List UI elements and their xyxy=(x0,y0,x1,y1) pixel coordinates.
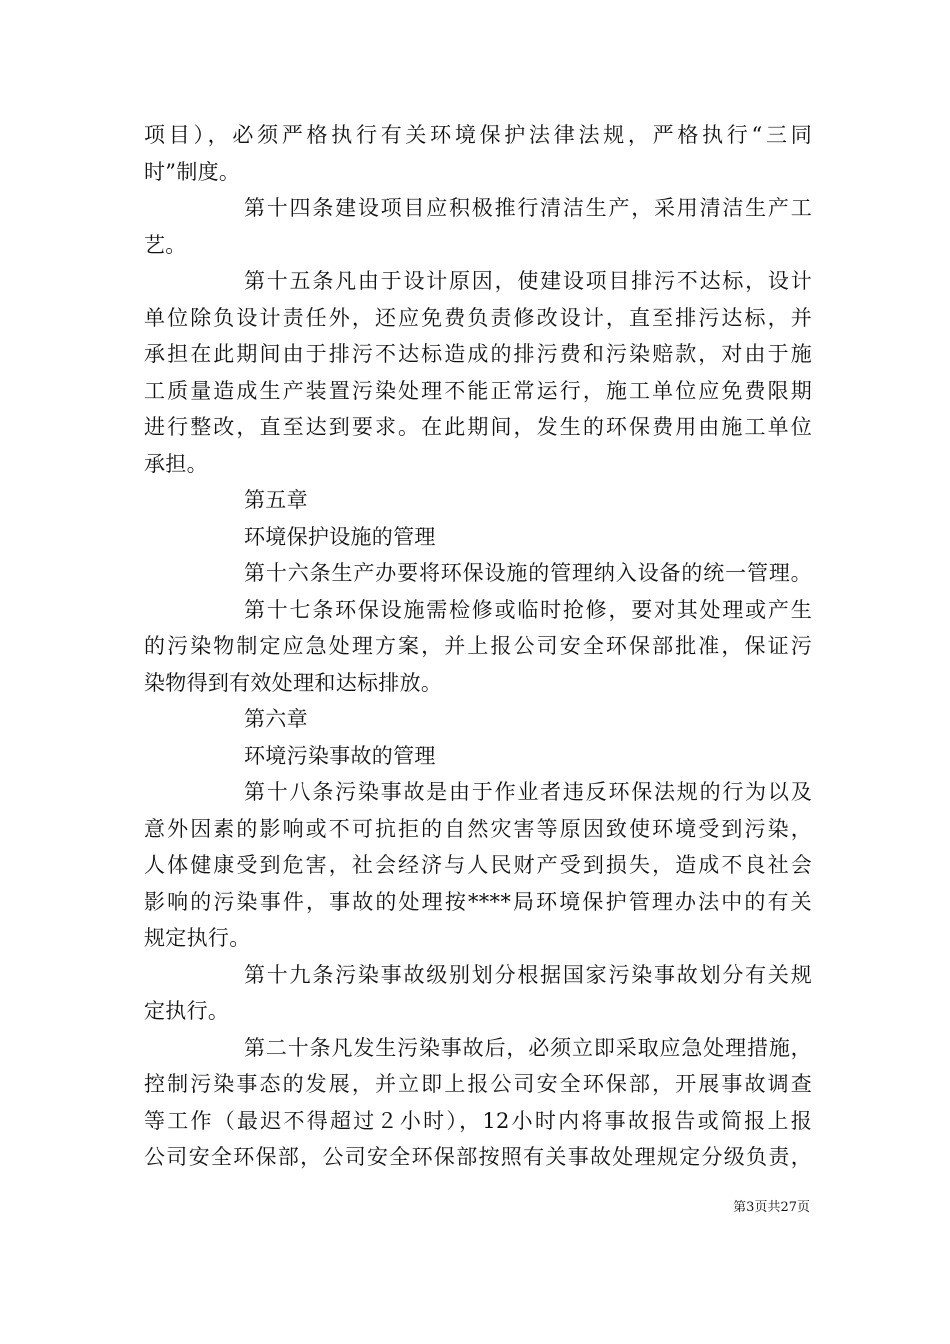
article-18-line: 第十八条污染事故是由于作业者违反环保法规的行为以及 xyxy=(244,780,812,804)
text-line: 艺。 xyxy=(144,232,187,257)
text-line: 等工作（最迟不得超过２小时），12小时内将事故报告或简报上报 xyxy=(144,1108,812,1133)
chapter-5-title: 环境保护设施的管理 xyxy=(244,524,436,549)
text-line: 染物得到有效处理和达标排放。 xyxy=(144,670,443,695)
article-15-line: 第十五条凡由于设计原因，使建设项目排污不达标，设计 xyxy=(244,269,812,293)
article-19-line: 第十九条污染事故级别划分根据国家污染事故划分有关规 xyxy=(244,962,812,987)
document-body xyxy=(144,117,812,1176)
page-number: 第3页共27页 xyxy=(733,1200,810,1215)
text-line: 公司安全环保部，公司安全环保部按照有关事故处理规定分级负责， xyxy=(144,1145,812,1169)
text-line: 意外因素的影响或不可抗拒的自然灾害等原因致使环境受到污染， xyxy=(144,816,812,841)
text-line: 项目），必须严格执行有关环境保护法律法规，严格执行“三同 xyxy=(144,123,812,147)
chapter-6-heading: 第六章 xyxy=(244,707,308,731)
text-line: 定执行。 xyxy=(144,999,230,1023)
chapter-6-title: 环境污染事故的管理 xyxy=(244,743,436,768)
text-line: 承担。 xyxy=(144,451,208,476)
text-line: 控制污染事态的发展，并立即上报公司安全环保部，开展事故调查 xyxy=(144,1072,812,1096)
text-line: 进行整改，直至达到要求。在此期间，发生的环保费用由施工单位 xyxy=(144,415,812,439)
text-line: 规定执行。 xyxy=(144,926,251,950)
text-line: 承担在此期间由于排污不达标造成的排污费和污染赔款，对由于施 xyxy=(144,342,812,366)
text-line: 时”制度。 xyxy=(144,159,241,184)
article-17-line: 第十七条环保设施需检修或临时抢修，要对其处理或产生 xyxy=(244,597,812,622)
text-line: 影响的污染事件，事故的处理按****局环境保护管理办法中的有关 xyxy=(144,889,812,914)
text-line: 人体健康受到危害，社会经济与人民财产受到损失，造成不良社会 xyxy=(144,853,812,877)
article-20-line: 第二十条凡发生污染事故后，必须立即采取应急处理措施， xyxy=(244,1035,812,1060)
text-line: 的污染物制定应急处理方案，并上报公司安全环保部批准，保证污 xyxy=(144,634,812,658)
article-16-line: 第十六条生产办要将环保设施的管理纳入设备的统一管理。 xyxy=(244,561,812,585)
chapter-5-heading: 第五章 xyxy=(244,488,308,512)
text-line: 单位除负设计责任外，还应免费负责修改设计，直至排污达标，并 xyxy=(144,305,812,330)
text-line: 工质量造成生产装置污染处理不能正常运行，施工单位应免费限期 xyxy=(144,378,812,403)
article-14-line: 第十四条建设项目应积极推行清洁生产，采用清洁生产工 xyxy=(244,196,812,220)
